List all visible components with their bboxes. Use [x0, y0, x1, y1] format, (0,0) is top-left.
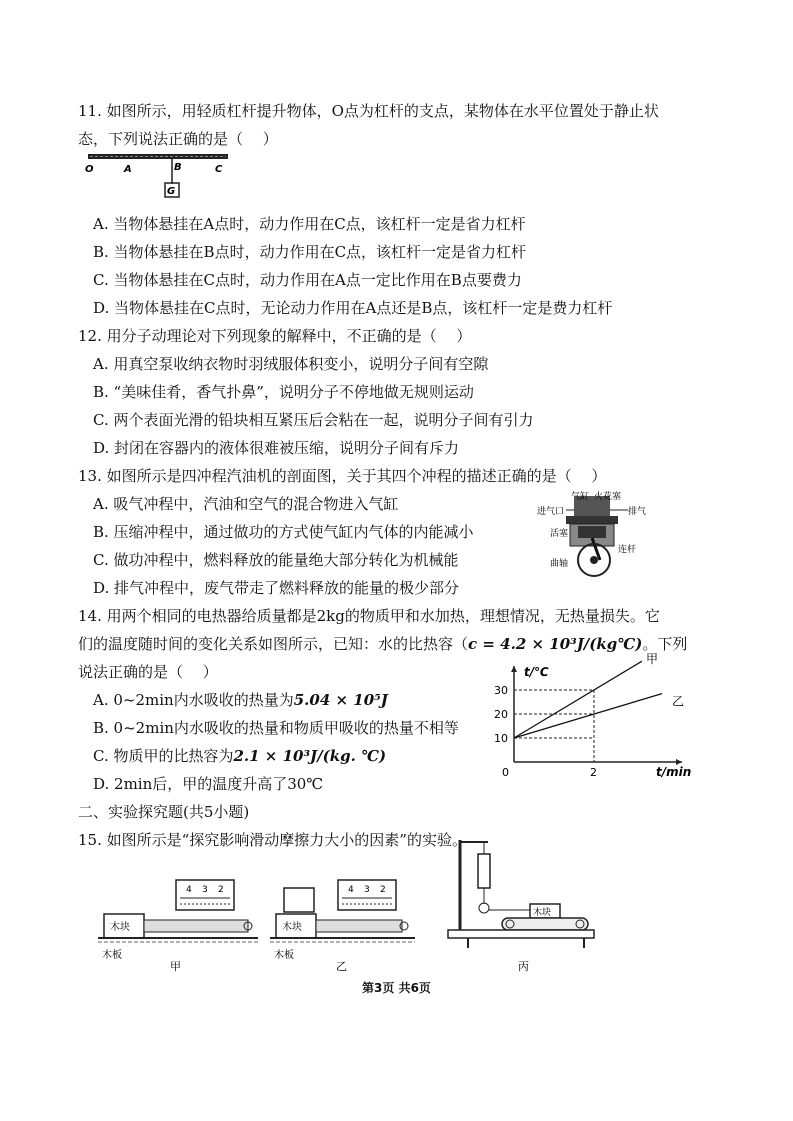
experiment-figure-bing: [444, 830, 604, 980]
label-jia: 甲: [170, 960, 181, 973]
q13-option-c: C. 做功冲程中，燃料释放的能量绝大部分转化为机械能: [93, 551, 459, 569]
q13-option-d: D. 排气冲程中，废气带走了燃料释放的能量的极少部分: [93, 579, 460, 597]
scale-num-4: 4: [186, 885, 192, 895]
label-a: A: [124, 164, 132, 175]
x-tick-label: 2: [590, 766, 597, 779]
q12-option-c: C. 两个表面光滑的铅块相互紧压后会粘在一起，说明分子间有引力: [93, 411, 534, 429]
q14-option-c-text: C. 物质甲的比热容为: [93, 747, 234, 765]
q14-option-b: B. 0~2min内水吸收的热量和物质甲吸收的热量不相等: [93, 719, 459, 737]
q14-option-a-math: 5.04 × 10⁵J: [293, 691, 388, 709]
q15-stem: 15. 如图所示是“探究影响滑动摩擦力大小的因素”的实验。: [78, 831, 467, 849]
page-footer: 第3页 共6页: [362, 981, 431, 995]
q12-option-d: D. 封闭在容器内的液体很难被压缩，说明分子间有斥力: [93, 439, 460, 457]
q14-option-c-math: 2.1 × 10³J/(kg. ℃): [233, 747, 387, 765]
q11-option-a: A. 当物体悬挂在A点时，动力作用在C点，该杠杆一定是省力杠杆: [93, 215, 526, 233]
y-tick-label: 30: [494, 684, 508, 697]
q14-option-a-text: A. 0~2min内水吸收的热量为: [93, 691, 294, 709]
scale-num-2: 2: [380, 885, 386, 895]
q14-stem2-text-b: 。下列: [642, 635, 688, 653]
conveyor-belt: [502, 918, 588, 930]
spring-scale: [478, 854, 490, 888]
q13-option-b: B. 压缩冲程中，通过做功的方式使气缸内气体的内能减小: [93, 523, 474, 541]
section2-title: 二、实验探究题(共5小题): [78, 803, 250, 821]
label-block: 木块: [533, 908, 552, 918]
base-board: [448, 930, 594, 938]
label-block: 木块: [282, 922, 302, 933]
weight-block: [284, 888, 314, 912]
scale-num-3: 3: [202, 885, 208, 895]
label-intake: 进气口: [537, 507, 565, 517]
label-o: O: [85, 164, 94, 175]
label-crank: 曲轴: [550, 559, 569, 569]
label-bing: 丙: [518, 960, 529, 973]
q11-option-d: D. 当物体悬挂在C点时，无论动力作用在A点还是B点，该杠杆一定是费力杠杆: [93, 299, 613, 317]
scale-num-3: 3: [364, 885, 370, 895]
q14-stem-line3: 说法正确的是（ ）: [78, 663, 218, 681]
label-c: C: [215, 164, 223, 175]
label-g: G: [167, 186, 176, 197]
y-tick-label: 20: [494, 708, 508, 721]
label-piston: 活塞: [550, 529, 569, 539]
y-axis-label: t/℃: [524, 665, 549, 679]
q11-stem-line1: 11. 如图所示，用轻质杠杆提升物体，O点为杠杆的支点，某物体在水平位置处于静止状: [78, 102, 659, 120]
y-axis-arrow: [511, 666, 517, 672]
q11-option-c: C. 当物体悬挂在C点时，动力作用在A点一定比作用在B点要费力: [93, 271, 522, 289]
label-spark-plug: 火花塞: [594, 492, 622, 502]
q12-stem: 12. 用分子动理论对下列现象的解释中，不正确的是（ ）: [78, 327, 472, 345]
x-tick-label: 0: [502, 766, 509, 779]
scale-num-2: 2: [218, 885, 224, 895]
q12-option-b: B. “美味佳肴，香气扑鼻”，说明分子不停地做无规则运动: [93, 383, 474, 401]
piston: [578, 526, 606, 538]
scale-num-4: 4: [348, 885, 354, 895]
q14-option-a: [93, 690, 388, 710]
q11-stem-line2: 态，下列说法正确的是（ ）: [78, 130, 278, 148]
label-block: 木块: [110, 922, 130, 933]
q11-option-b: B. 当物体悬挂在B点时，动力作用在C点，该杠杆一定是省力杠杆: [93, 243, 527, 261]
engine-figure: [536, 490, 686, 580]
experiment-figure-yi: [270, 870, 420, 980]
q12-option-a: A. 用真空泵收纳衣物时羽绒服体积变小，说明分子间有空隙: [93, 355, 489, 373]
pulley: [479, 903, 489, 913]
label-board: 木板: [102, 950, 122, 961]
q14-specific-heat-formula: c = 4.2 × 10³J/(kg℃): [468, 635, 643, 653]
label-yi: 乙: [336, 960, 347, 973]
y-tick-label: 10: [494, 732, 508, 745]
spring-scale: [144, 920, 248, 932]
q14-option-c: [93, 746, 386, 766]
label-board: 木板: [274, 950, 294, 961]
q13-option-a: A. 吸气冲程中，汽油和空气的混合物进入气缸: [93, 495, 399, 513]
lever-figure: [84, 150, 234, 205]
series-line-yi: [514, 694, 662, 738]
q14-stem-line2: [78, 634, 687, 654]
series-label-yi: 乙: [672, 694, 685, 709]
q14-stem-line1: 14. 用两个相同的电热器给质量都是2kg的物质甲和水加热，理想情况，无热量损失。它: [78, 607, 660, 625]
temperature-chart: [488, 652, 698, 782]
label-b: B: [174, 162, 182, 173]
series-label-jia: 甲: [646, 652, 659, 667]
q14-option-d: D. 2min后，甲的温度升高了30℃: [93, 775, 324, 793]
label-cylinder: 气缸: [571, 492, 590, 502]
label-exhaust: 排气: [628, 507, 647, 517]
x-axis-label: t/min: [656, 765, 692, 779]
q13-stem: 13. 如图所示是四冲程汽油机的剖面图，关于其四个冲程的描述正确的是（ ）: [78, 467, 607, 485]
experiment-figure-jia: [98, 870, 258, 980]
label-rod: 连杆: [618, 545, 637, 555]
spring-scale: [316, 920, 402, 932]
q14-stem2-text-a: 们的温度随时间的变化关系如图所示，已知：水的比热容（: [78, 635, 469, 653]
